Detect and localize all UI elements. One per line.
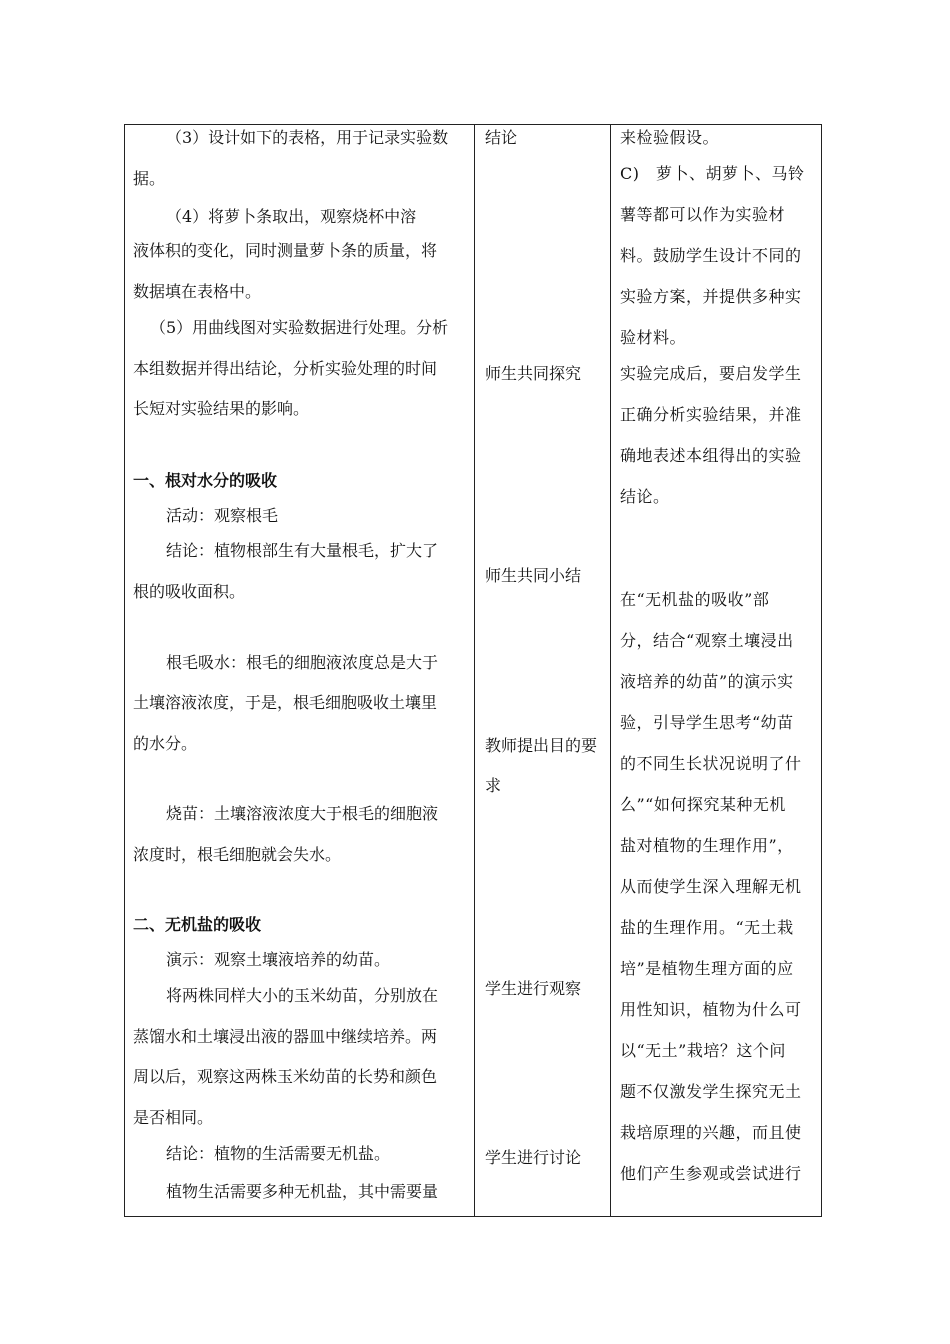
left-line-23: 是否相同。 bbox=[133, 1108, 214, 1127]
middle-label-explore: 师生共同探究 bbox=[485, 364, 582, 383]
right-line-19: 盐的生理作用。“无土栽 bbox=[620, 918, 794, 937]
right-line-6: 验材料。 bbox=[620, 328, 687, 347]
left-line-17: 浓度时，根毛细胞就会失水。 bbox=[133, 845, 342, 864]
left-line-12: 根的吸收面积。 bbox=[133, 582, 246, 601]
right-line-9: 确地表述本组得出的实验 bbox=[620, 446, 802, 465]
right-line-24: 栽培原理的兴趣，而且使 bbox=[620, 1123, 802, 1142]
right-line-17: 盐对植物的生理作用”， bbox=[620, 836, 794, 855]
left-line-16: 烧苗：土壤溶液浓度大于根毛的细胞液 bbox=[166, 804, 439, 823]
right-line-22: 以“无土”栽培？这个问 bbox=[620, 1041, 786, 1060]
section-heading-minerals: 二、无机盐的吸收 bbox=[133, 915, 262, 934]
left-line-3: （4）将萝卜条取出，观察烧杯中溶 bbox=[166, 207, 417, 226]
right-line-21: 用性知识，植物为什么可 bbox=[620, 1000, 802, 1019]
right-line-2: C) 萝卜、胡萝卜、马铃 bbox=[620, 164, 805, 183]
right-line-25: 他们产生参观或尝试进行 bbox=[620, 1164, 802, 1183]
left-line-7: 本组数据并得出结论，分析实验处理的时间 bbox=[133, 359, 438, 378]
section-heading-water: 一、根对水分的吸收 bbox=[133, 471, 278, 490]
left-line-4: 液体积的变化，同时测量萝卜条的质量，将 bbox=[133, 241, 438, 260]
right-line-20: 培”是植物生理方面的应 bbox=[620, 959, 794, 978]
left-line-11: 结论：植物根部生有大量根毛，扩大了 bbox=[166, 541, 439, 560]
right-line-16: 么”“如何探究某种无机 bbox=[620, 795, 786, 814]
right-line-23: 题不仅激发学生探究无土 bbox=[620, 1082, 802, 1101]
left-line-5: 数据填在表格中。 bbox=[133, 282, 262, 301]
left-line-20: 将两株同样大小的玉米幼苗，分别放在 bbox=[166, 986, 439, 1005]
column-divider-2 bbox=[610, 124, 611, 1217]
left-line-19: 演示：观察土壤液培养的幼苗。 bbox=[166, 950, 391, 969]
left-line-13: 根毛吸水：根毛的细胞液浓度总是大于 bbox=[166, 653, 439, 672]
left-line-14: 土壤溶液浓度，于是，根毛细胞吸收土壤里 bbox=[133, 693, 438, 712]
right-line-10: 结论。 bbox=[620, 487, 670, 506]
left-line-1: （3）设计如下的表格，用于记录实验数 bbox=[166, 128, 449, 147]
right-line-5: 实验方案，并提供多种实 bbox=[620, 287, 802, 306]
left-line-22: 周以后，观察这两株玉米幼苗的长势和颜色 bbox=[133, 1067, 438, 1086]
right-line-15: 的不同生长状况说明了什 bbox=[620, 754, 802, 773]
left-line-21: 蒸馏水和土壤浸出液的器皿中继续培养。两 bbox=[133, 1027, 438, 1046]
right-line-11: 在“无机盐的吸收”部 bbox=[620, 590, 770, 609]
middle-label-goals: 教师提出目的要 bbox=[485, 736, 598, 755]
middle-label-discuss: 学生进行讨论 bbox=[485, 1148, 582, 1167]
column-divider-1 bbox=[474, 124, 475, 1217]
middle-label-observe: 学生进行观察 bbox=[485, 979, 582, 998]
left-line-10: 活动：观察根毛 bbox=[166, 506, 279, 525]
left-line-25: 植物生活需要多种无机盐，其中需要量 bbox=[166, 1182, 439, 1201]
middle-label-goals-2: 求 bbox=[485, 776, 502, 795]
right-line-14: 验，引导学生思考“幼苗 bbox=[620, 713, 794, 732]
right-line-8: 正确分析实验结果，并准 bbox=[620, 405, 802, 424]
right-line-13: 液培养的幼苗”的演示实 bbox=[620, 672, 794, 691]
right-line-3: 薯等都可以作为实验材 bbox=[620, 205, 786, 224]
right-line-12: 分，结合“观察土壤浸出 bbox=[620, 631, 794, 650]
middle-label-summary: 师生共同小结 bbox=[485, 566, 582, 585]
left-line-15: 的水分。 bbox=[133, 734, 198, 753]
left-line-2: 据。 bbox=[133, 169, 166, 188]
left-line-24: 结论：植物的生活需要无机盐。 bbox=[166, 1144, 391, 1163]
left-line-8: 长短对实验结果的影响。 bbox=[133, 399, 310, 418]
right-line-1: 来检验假设。 bbox=[620, 128, 720, 147]
middle-label-conclusion: 结论 bbox=[485, 128, 518, 147]
right-line-7: 实验完成后，要启发学生 bbox=[620, 364, 802, 383]
left-line-6: （5）用曲线图对实验数据进行处理。分析 bbox=[150, 318, 449, 337]
right-line-18: 从而使学生深入理解无机 bbox=[620, 877, 802, 896]
right-line-4: 料。鼓励学生设计不同的 bbox=[620, 246, 802, 265]
